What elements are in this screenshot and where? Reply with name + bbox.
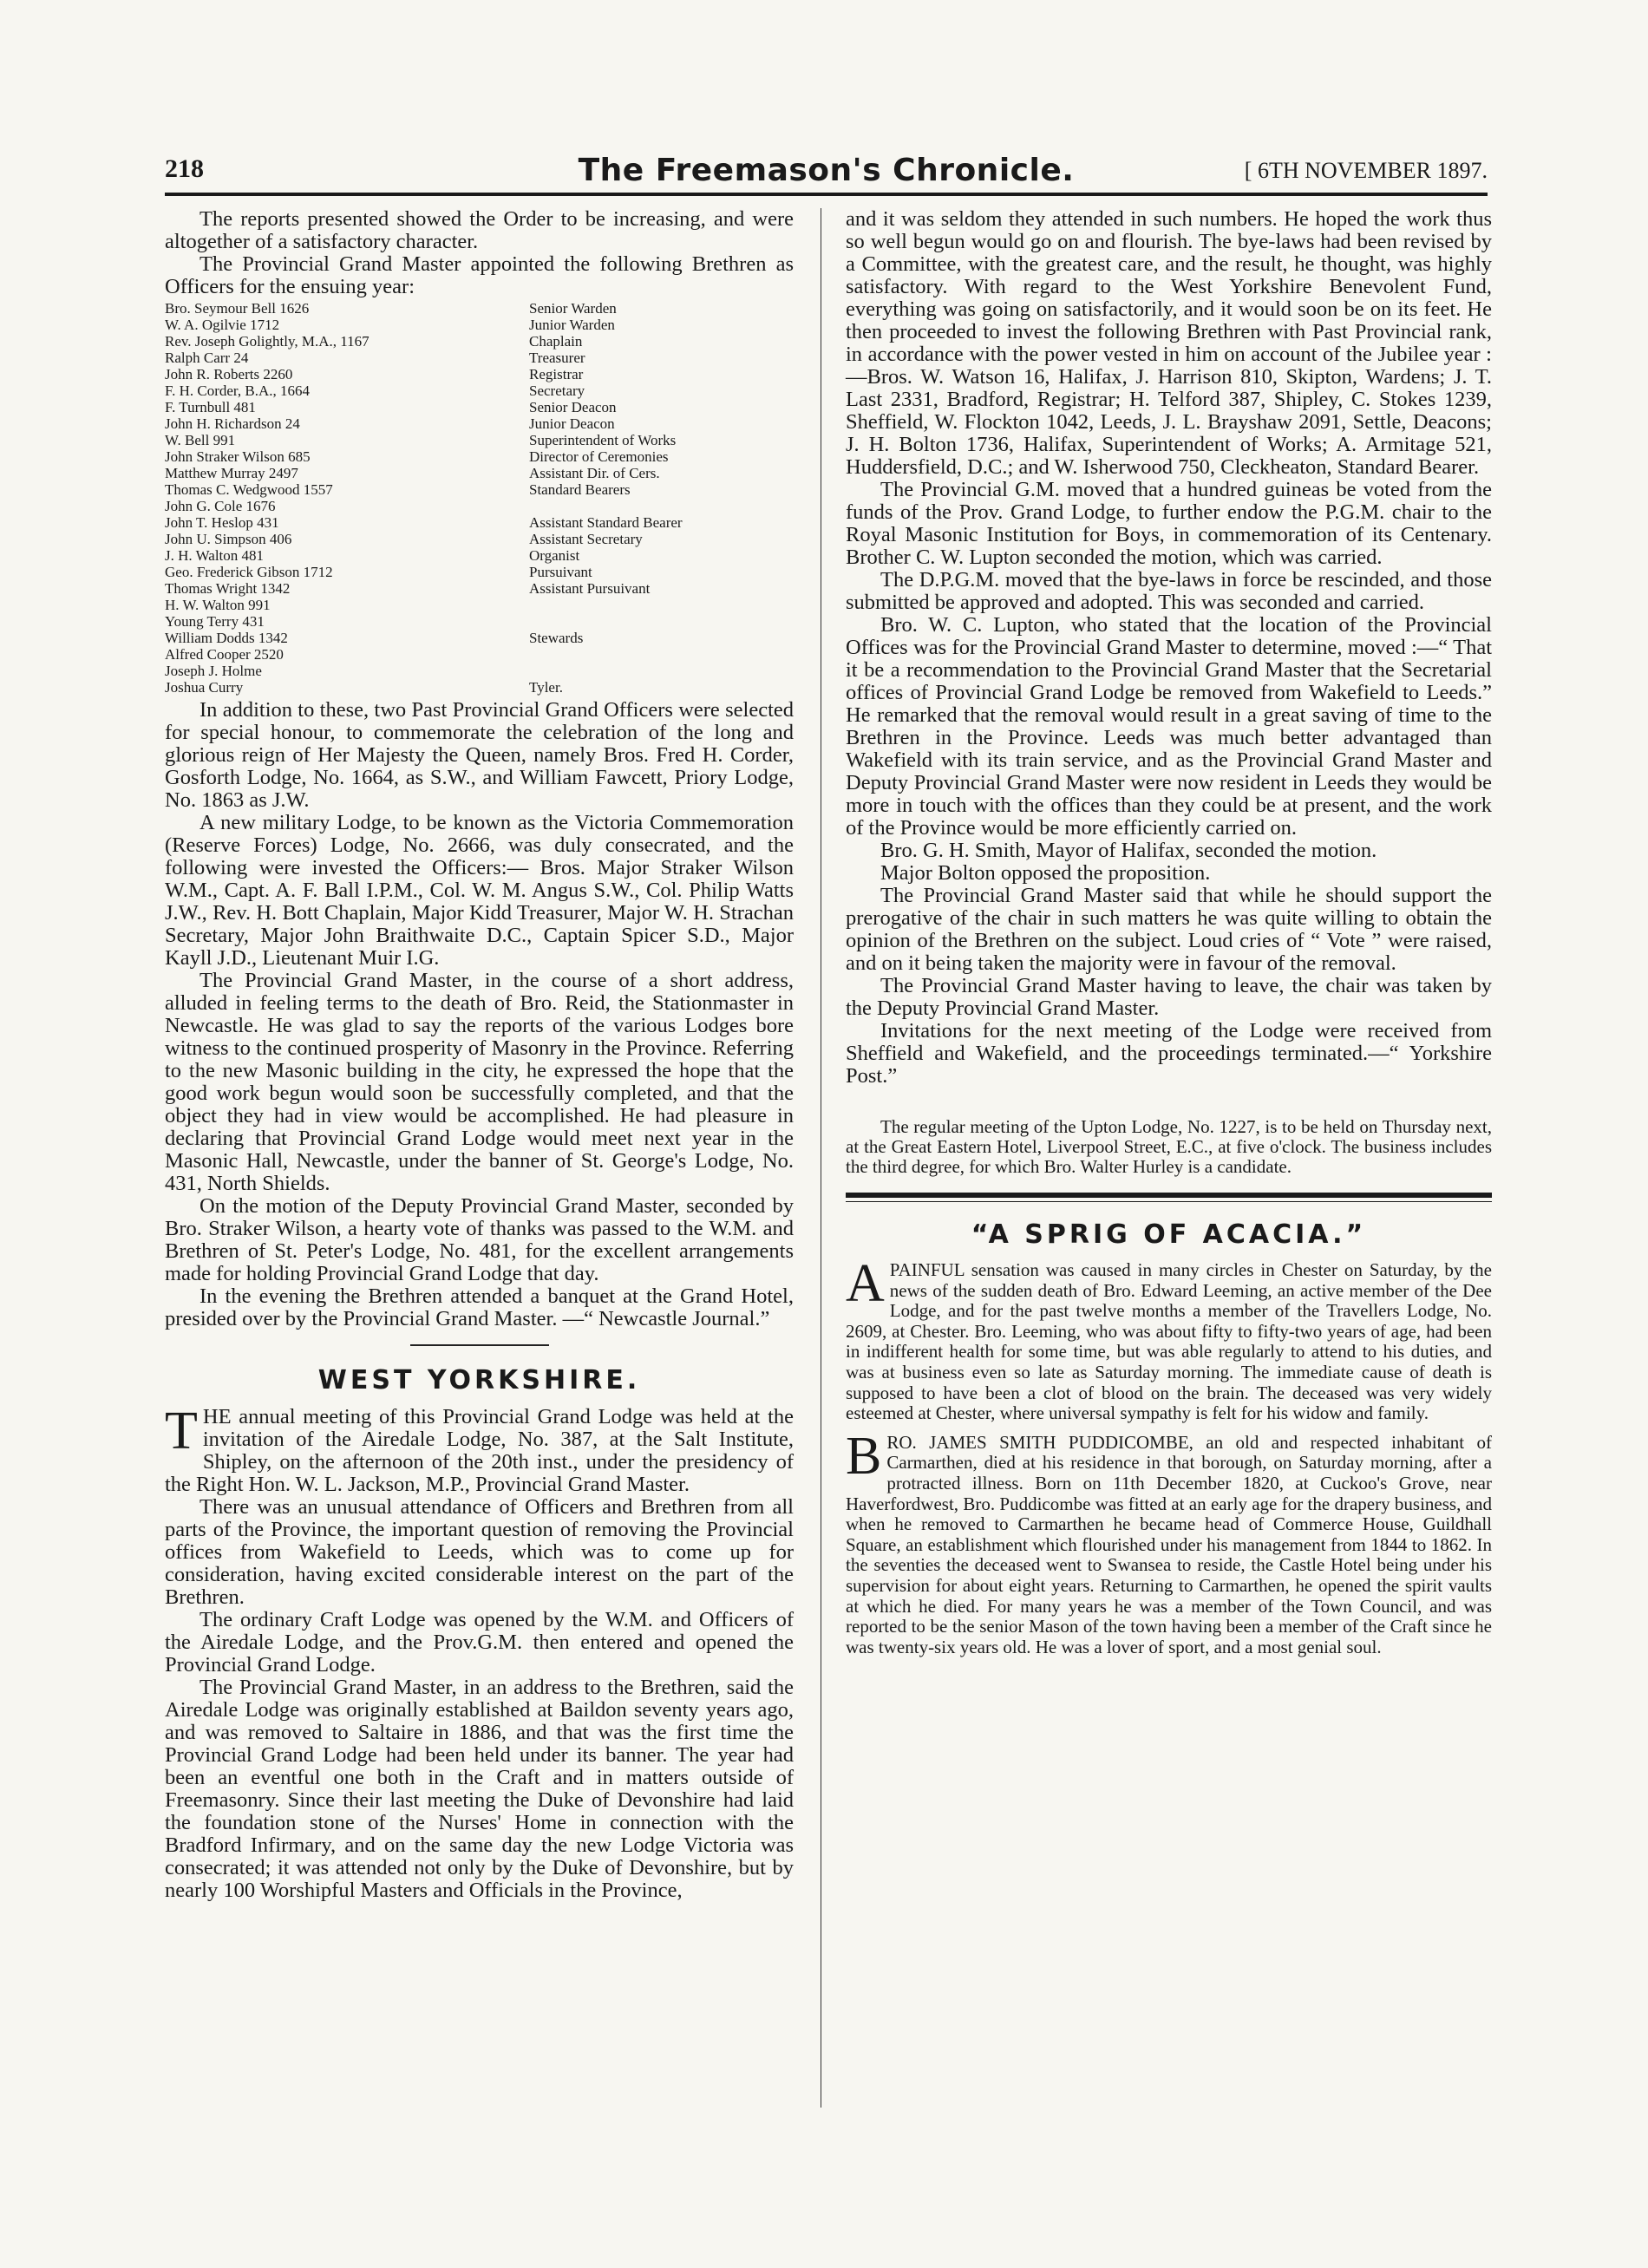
drop-cap: A [846,1254,885,1313]
officer-office: Director of Ceremonies [529,448,669,465]
officer-row [165,481,794,498]
officer-name: H. W. Walton 991 [165,597,271,613]
officer-office: Treasurer [529,350,585,366]
officer-name: John T. Heslop 431 [165,514,279,531]
officer-row [165,663,794,679]
officer-name: Bro. Seymour Bell 1626 [165,300,310,317]
officer-office: Assistant Standard Bearer [529,514,683,531]
officer-office: Tyler. [529,679,563,696]
officer-office: Junior Warden [529,317,615,333]
officer-name: Geo. Frederick Gibson 1712 [165,564,333,580]
section-title-sprig-of-acacia: “A SPRIG OF ACACIA.” [971,1219,1367,1250]
officer-row [165,317,794,333]
paragraph: The Provincial Grand Master, in an address to the Brethren, said the Airedale Lodge was originally established at Baildon seventy years ago, and was removed to Saltaire in 1886, and that was the first time the Provincial Grand Lodge had been held under its banner. The year had been an eventful one both in the Craft and in matters outside of Freemasonry. Since their last meeting the Duke of Devonshire had laid the foundation stone of the Nurses' Home in connection with the Bradford Infirmary, and on the same day the new Lodge Victoria was consecrated; it was attended not only by the Duke of Devonshire, but by nearly 100 Worshipful Masters and Officials in the Province, [165,1676,794,1902]
officer-row [165,300,794,317]
officer-name: Thomas Wright 1342 [165,580,291,597]
drop-cap-paragraph [846,1254,1492,1424]
officer-office: Pursuivant [529,564,592,580]
officer-office: Superintendent of Works [529,432,677,448]
officer-name: John U. Simpson 406 [165,531,292,547]
officer-row [165,580,794,597]
officer-name: F. H. Corder, B.A., 1664 [165,382,311,399]
paragraph: Invitations for the next meeting of the Lodge were received from Sheffield and Wakefield, and the proceedings terminated.—“ Yorkshire Post.” [846,1019,1492,1088]
officer-row [165,646,794,663]
masthead [165,154,1488,189]
officer-row [165,679,794,696]
paragraph: The Provincial Grand Master having to leave, the chair was taken by the Deputy Provincial Grand Master. [846,974,1492,1020]
officer-office: Assistant Dir. of Cers. [529,465,660,481]
officer-office: Senior Deacon [529,399,617,415]
issue-date: [ 6TH NOVEMBER 1897. [1244,158,1488,183]
officer-office [529,663,794,679]
officer-row [165,448,794,465]
officer-name: John R. Roberts 2260 [165,366,293,382]
officer-office [529,498,794,514]
paragraph: The D.P.G.M. moved that the bye-laws in force be rescinded, and those submitted be approved and adopted. This was seconded and carried. [846,568,1492,614]
officer-row [165,333,794,350]
officer-name: John Straker Wilson 685 [165,448,311,465]
page-number: 218 [165,154,204,183]
officer-name: J. H. Walton 481 [165,547,265,564]
officer-name: William Dodds 1342 [165,630,288,646]
right-column [846,208,1492,1657]
officer-row [165,498,794,514]
paragraph: The Provincial Grand Master, in the course of a short address, alluded in feeling terms to the death of Bro. Reid, the Stationmaster in Newcastle. He was glad to say the reports of the various Lodges bore witness to the continued prosperity of Masonry in the Province. Referring to the new Masonic building in the city, he expressed the hope that the good work begun would soon be successfully completed, and that the object they had in view would be accomplished. He had pleasure in declaring that Provincial Grand Lodge would meet next year in the Masonic Hall, Newcastle, under the banner of St. George's Lodge, No. 431, North Shields. [165,969,794,1195]
officer-row [165,547,794,564]
officer-row [165,630,794,646]
officer-name: Ralph Carr 24 [165,350,249,366]
officer-name: Young Terry 431 [165,613,265,630]
officer-office: Registrar [529,366,584,382]
officer-office: Senior Warden [529,300,617,317]
officer-office [529,597,794,613]
officer-name: F. Turnbull 481 [165,399,256,415]
officer-row [165,531,794,547]
officer-name: John G. Cole 1676 [165,498,276,514]
officer-row [165,597,794,613]
paragraph: The Provincial G.M. moved that a hundred guineas be voted from the funds of the Prov. Grand Lodge, to further endow the P.G.M. chair to the Royal Masonic Institution for Boys, in commemoration of its Centenary. Brother C. W. Lupton seconded the motion, which was carried. [846,478,1492,569]
officer-office: Assistant Pursuivant [529,580,651,597]
thin-rule [846,1201,1492,1202]
paragraph: In addition to these, two Past Provincial Grand Officers were selected for special honour, to commemorate the celebration of the long and glorious reign of Her Majesty the Queen, namely Bros. Fred H. Corder, Gosforth Lodge, No. 1664, as S.W., and William Fawcett, Priory Lodge, No. 1863 as J.W. [165,698,794,812]
officer-name: W. Bell 991 [165,432,236,448]
paragraph: In the evening the Brethren attended a banquet at the Grand Hotel, presided over by the Provincial Grand Master. —“ Newcastle Journal.” [165,1284,794,1330]
drop-cap-paragraph [846,1426,1492,1658]
paragraph: Major Bolton opposed the proposition. [880,861,1211,885]
paragraph: The Provincial Grand Master said that while he should support the prerogative of the chair in such matters he was quite willing to obtain the opinion of the Brethren on the subject. Loud cries of “ Vote ” were raised, and on it being taken the majority were in favour of the removal. [846,884,1492,975]
header-rule [165,193,1488,196]
officer-office: Assistant Secretary [529,531,643,547]
paragraph: Bro. W. C. Lupton, who stated that the location of the Provincial Offices was for the Provincial Grand Master to determine, moved :—“ That it be a recommendation to the Provincial Grand Master that the Secretarial offices of Provincial Grand Lodge be removed from Wakefield to Leeds.” He remarked that the removal would result in a great saving of time to the Brethren in the Province. Leeds was much better advantaged than Wakefield with its train service, and as the Provincial Grand Master and Deputy Provincial Grand Master were now resident in Leeds they would be more in touch with the offices than they could be at present, and the work of the Province would be more efficiently carried on. [846,613,1492,840]
officer-office [529,613,794,630]
paragraph: The regular meeting of the Upton Lodge, No. 1227, is to be held on Thursday next, at the Great Eastern Hotel, Liverpool Street, E.C., at five o'clock. The business includes the third degree, for which Bro. Walter Hurley is a candidate. [846,1116,1492,1177]
paragraph: The ordinary Craft Lodge was opened by the W.M. and Officers of the Airedale Lodge, and the Prov.G.M. then entered and opened the Provincial Grand Lodge. [165,1608,794,1676]
officer-office [529,646,794,663]
paragraph: and it was seldom they attended in such numbers. He hoped the work thus so well begun would go on and flourish. The bye-laws had been revised by a Committee, with the greatest care, and the result, he thought, was highly satisfactory. With regard to the West Yorkshire Benevolent Fund, everything was going on satisfactorily, and it would soon be on its feet. He then proceeded to invest the following Brethren with Past Provincial rank, in accordance with the power vested in him on account of the Jubilee year :—Bros. W. Watson 16, Halifax, J. Harrison 810, Skipton, Wardens; J. T. Last 2331, Bradford, Registrar; H. Telford 387, Shipley, C. Stokes 1239, Sheffield, W. Flockton 1042, Leeds, J. L. Brayshaw 2091, Settle, Deacons; J. H. Bolton 1736, Halifax, Superintendent of Works; A. Armitage 521, Huddersfield, D.C.; and W. Isherwood 750, Cleckheaton, Standard Bearer. [846,207,1492,479]
paragraph: There was an unusual attendance of Officers and Brethren from all parts of the Province, the important question of removing the Provincial offices from Wakefield to Leeds, which was to come up for consideration, having excited considerable interest on the part of the Brethren. [165,1495,794,1609]
officer-row [165,613,794,630]
drop-cap: B [846,1426,882,1486]
officer-row [165,465,794,481]
drop-cap: T [165,1402,198,1461]
obituaries [846,1254,1492,1657]
officer-row [165,432,794,448]
officer-office: Stewards [529,630,584,646]
officer-office: Organist [529,547,580,564]
officer-row [165,382,794,399]
officers-list [165,300,794,696]
officer-name: Rev. Joseph Golightly, M.A., 1167 [165,333,369,350]
officer-name: Thomas C. Wedgwood 1557 [165,481,333,498]
officer-office: Junior Deacon [529,415,615,432]
officer-office: Chaplain [529,333,583,350]
officer-row [165,366,794,382]
officer-name: Alfred Cooper 2520 [165,646,284,663]
paragraph: PAINFUL sensation was caused in many circles in Chester on Saturday, by the news of the sudden death of Bro. Edward Leeming, an active member of the Dee Lodge, and for the past twelve months a member of the Travellers Lodge, No. 2609, at Chester. Bro. Leeming, who was about fifty to fifty-two years of age, had been in indifferent health for some time, but was able regularly to attend to his duties, and was at business even so late as Saturday morning. The immediate cause of death is supposed to have been a clot of blood on the brain. The deceased was very widely esteemed at Chester, where universal sympathy is felt for his widow and family. [846,1259,1492,1424]
publication-title: The Freemason's Chronicle. [578,153,1075,188]
officer-name: Joshua Curry [165,679,244,696]
section-rule [410,1344,549,1346]
officer-name: Matthew Murray 2497 [165,465,298,481]
lodge-notice [846,1117,1492,1177]
section-title-west-yorkshire: WEST YORKSHIRE. [317,1365,641,1395]
left-column [165,208,794,1902]
paragraph: Bro. G. H. Smith, Mayor of Halifax, seconded the motion. [880,839,1377,862]
officer-name: W. A. Ogilvie 1712 [165,317,280,333]
paragraph: On the motion of the Deputy Provincial Grand Master, seconded by Bro. Straker Wilson, a hearty vote of thanks was passed to the W.M. and Brethren of St. Peter's Lodge, No. 481, for the excellent arrangements made for holding Provincial Grand Lodge that day. [165,1194,794,1285]
paragraph: A new military Lodge, to be known as the Victoria Commemoration (Reserve Forces) Lodge, No. 2666, was duly consecrated, and the following were invested the Officers:— Bros. Major Straker Wilson W.M., Capt. A. F. Ball I.P.M., Col. W. M. Angus S.W., Col. Philip Watts J.W., Rev. H. Bott Chaplain, Major Kidd Treasurer, Major W. H. Strachan Secretary, Major John Braithwaite D.C., Captain Spicer S.D., Major Kayll J.D., Lieutenant Muir I.G. [165,811,794,970]
officer-name: Joseph J. Holme [165,663,262,679]
paragraph: HE annual meeting of this Provincial Grand Lodge was held at the invitation of the Airedale Lodge, No. 387, at the Salt Institute, Shipley, on the afternoon of the 20th inst., under the presidency of the Right Hon. W. L. Jackson, M.P., Provincial Grand Master. [165,1405,794,1496]
drop-cap-paragraph [165,1402,794,1496]
heavy-rule [846,1193,1492,1198]
officer-row [165,514,794,531]
paragraph: The reports presented showed the Order to be increasing, and were altogether of a satisfactory character. [165,207,794,253]
paragraph: RO. JAMES SMITH PUDDICOMBE, an old and respected inhabitant of Carmarthen, died at his residence in that borough, on Saturday morning, after a protracted illness. Born on 11th December 1820, at Cuckoo's Grove, near Haverfordwest, Bro. Puddicombe was fitted at an early age for the drapery business, and when he removed to Carmarthen he became head of Commerce House, Guildhall Square, an establishment which flourished under his management from 1844 to 1862. In the seventies the deceased went to Swansea to reside, the Castle Hotel being under his supervision for about eight years. Returning to Carmarthen, he opened the spirit vaults at which he died. For many years he was a member of the Town Council, and was reported to be the senior Mason of the town having been a member of the Craft since he was twenty-six years old. He was a lover of sport, and a most genial soul. [846,1431,1492,1657]
officer-office: Secretary [529,382,585,399]
officer-row [165,350,794,366]
officer-row [165,415,794,432]
officer-office: Standard Bearers [529,481,631,498]
officer-row [165,564,794,580]
officer-row [165,399,794,415]
officer-name: John H. Richardson 24 [165,415,300,432]
paragraph: The Provincial Grand Master appointed the following Brethren as Officers for the ensuing year: [165,252,794,298]
